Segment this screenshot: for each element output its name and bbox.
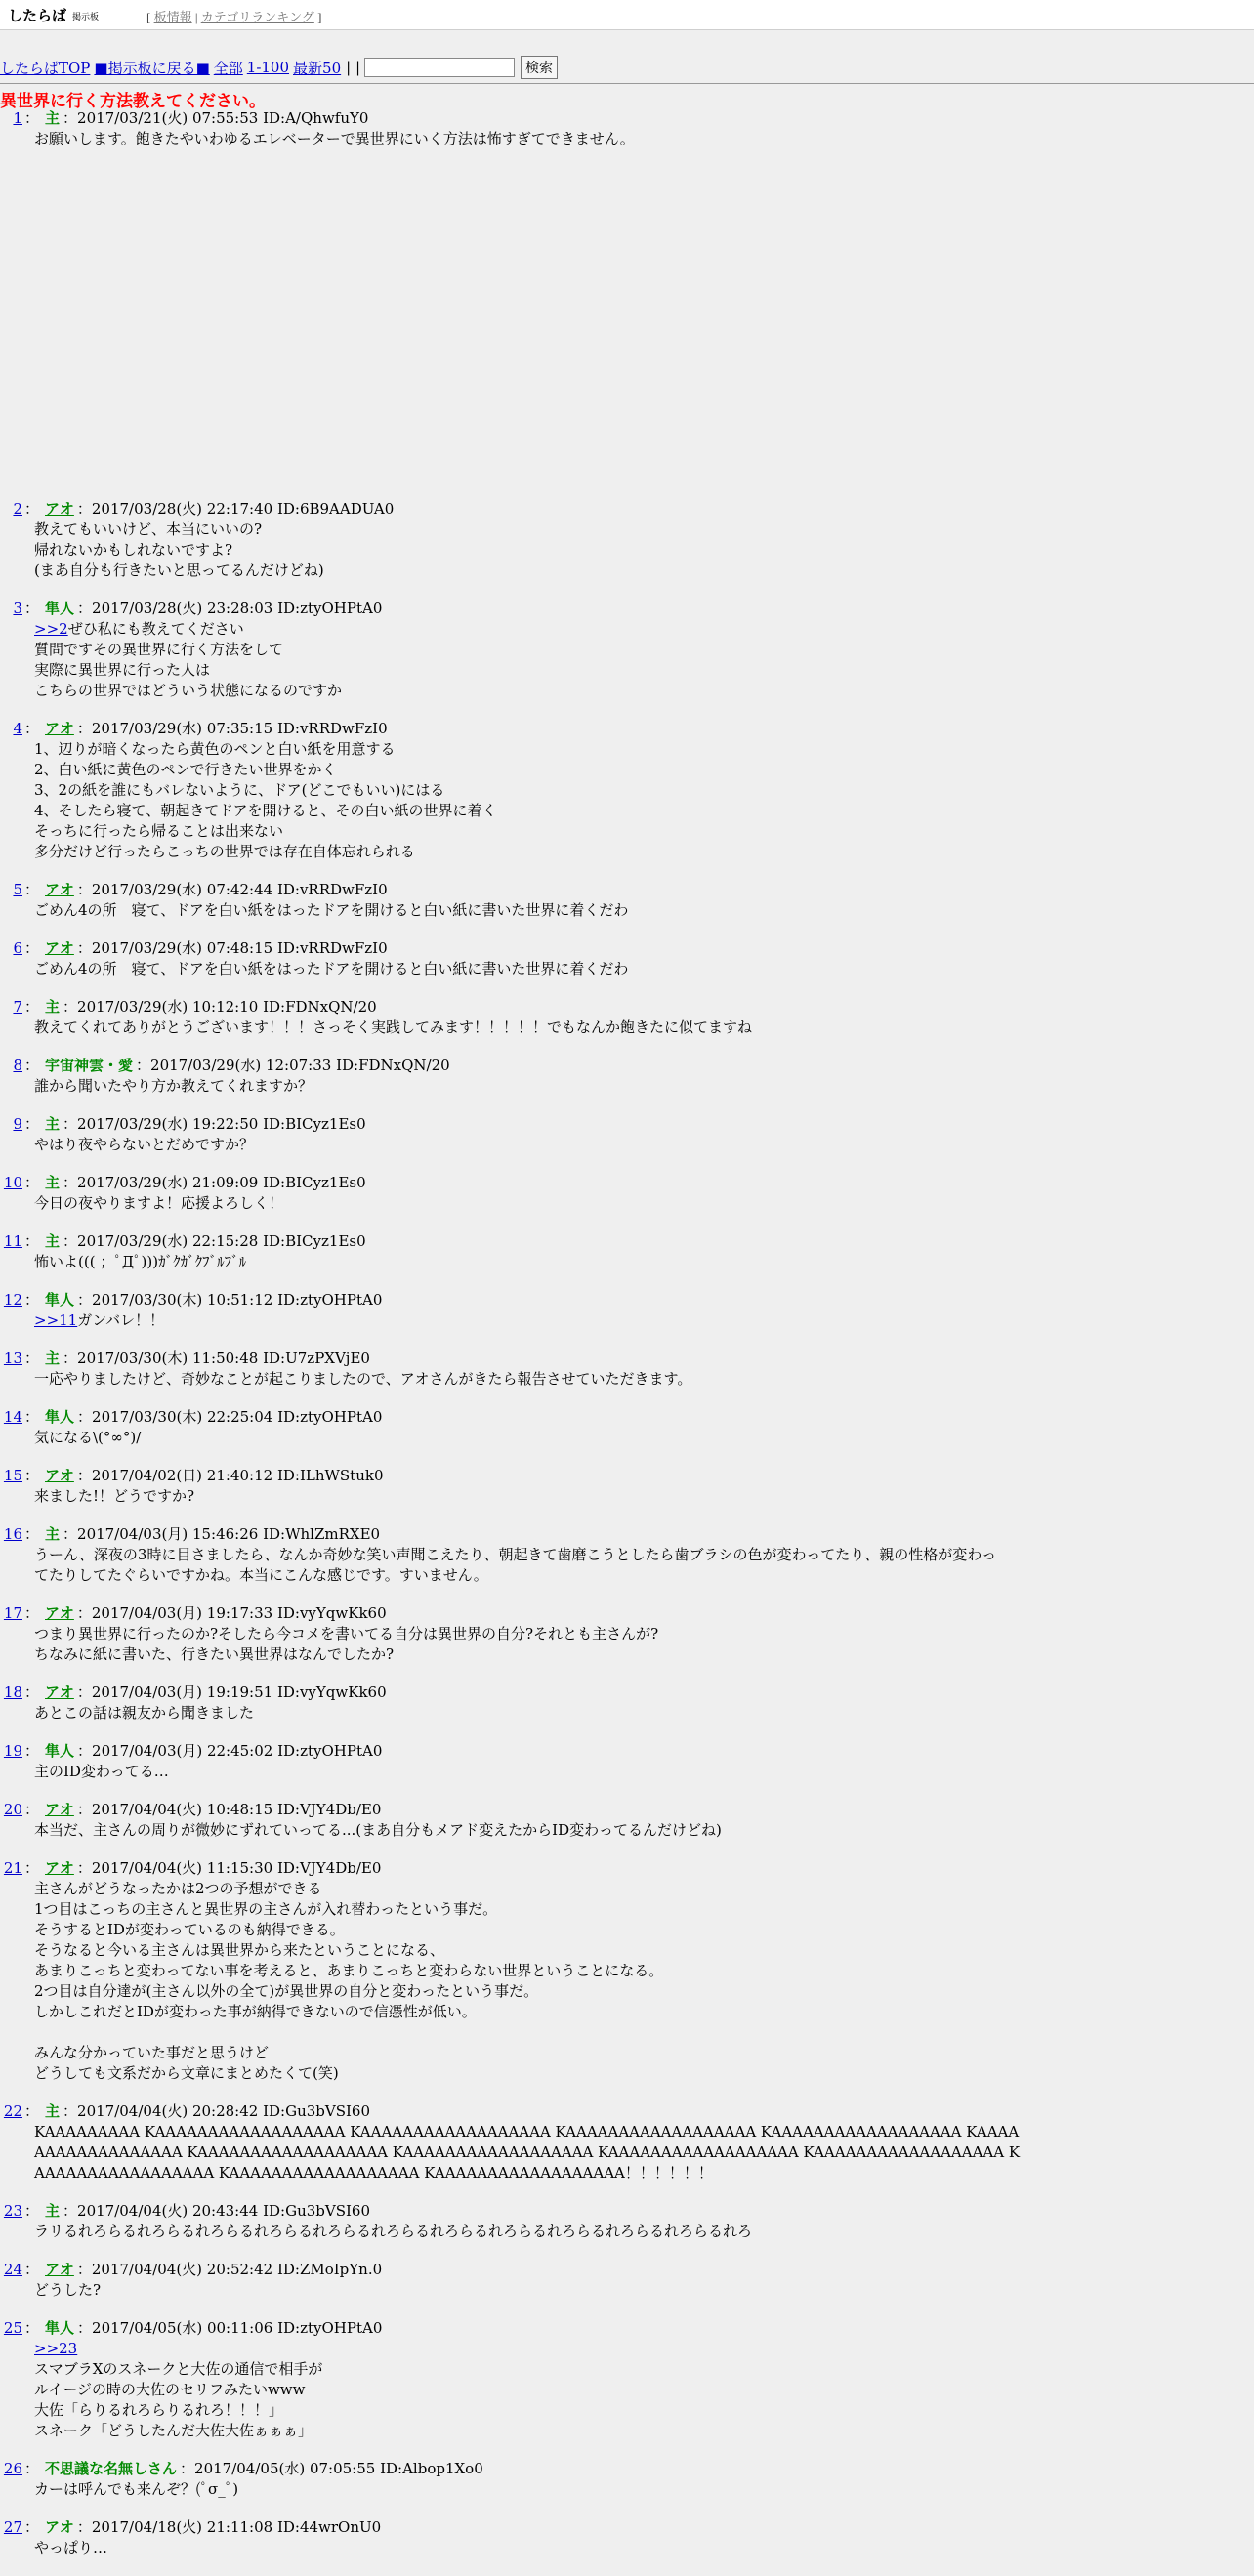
poster-name[interactable]: アオ [45,1604,74,1622]
poster-name: 隼人 [45,2319,75,2337]
post-body: あとこの話は親友から聞きました [34,1704,255,1722]
post-number-link[interactable]: 23 [3,2202,22,2220]
post-colon: ： [24,1408,40,1426]
post-colon: ： [24,109,40,127]
post-number-link[interactable]: 18 [3,1683,22,1701]
post-number-link[interactable]: 8 [13,1057,22,1074]
poster-name[interactable]: アオ [45,2261,74,2278]
post-header [0,1231,1254,1252]
reply-anchor-link[interactable]: >>2 [34,620,68,638]
post-meta: ：2017/04/04(火) 20:43:44 ID:Gu3bVSI60 [63,2202,371,2220]
post-meta: ：2017/04/03(月) 19:17:33 ID:vyYqwKk60 [76,1604,387,1622]
post-header [0,1603,1254,1624]
post-meta: ：2017/03/29(水) 22:15:28 ID:BICyz1Es0 [63,1232,366,1250]
divider [0,83,1254,84]
post-body: >>2ぜひ私にも教えてください 質問ですその異世界に行く方法をして 実際に異世界に行った人は こちらの世界ではどういう状態になるのですか [34,620,343,699]
post-body: ごめん4の所 寝て、ドアを白い紙をはったドアを開けると白い紙に書いた世界に着くだわ [34,901,629,919]
post-colon: ： [24,2261,40,2278]
post [0,1056,1254,1097]
category-ranking-link[interactable]: カテゴリランキング [200,10,314,24]
post [0,1603,1254,1665]
post [0,1349,1254,1390]
post [0,1524,1254,1586]
thread-nav [0,55,558,80]
poster-name: 主 [45,998,61,1016]
post-number-link[interactable]: 11 [3,1232,22,1250]
post-meta: ：2017/04/04(火) 20:28:42 ID:Gu3bVSI60 [63,2102,371,2120]
post-colon: ： [24,2202,40,2220]
post-meta: ：2017/03/29(水) 07:42:44 ID:vRRDwFzI0 [76,881,388,898]
post-header [0,1173,1254,1193]
all-posts-link[interactable]: 全部 [213,59,243,77]
search-input[interactable] [364,58,515,77]
post-body: 気になる\(°∞°)/ [34,1429,142,1446]
post-number-link[interactable]: 17 [3,1604,22,1622]
post-number-link[interactable]: 5 [13,881,22,898]
post-number-link[interactable]: 20 [3,1801,22,1818]
nav-separator: | | [346,59,361,76]
post-colon: ： [24,2102,40,2120]
poster-name[interactable]: アオ [45,939,74,957]
post [0,1683,1254,1724]
post [0,2201,1254,2242]
post-colon: ： [24,1683,40,1701]
post-number-link[interactable]: 14 [3,1408,22,1426]
post [0,997,1254,1038]
poster-name[interactable]: アオ [45,1801,74,1818]
post-meta: ：2017/03/28(火) 23:28:03 ID:ztyOHPtA0 [77,600,383,617]
poster-name: 主 [45,1525,61,1543]
post-colon: ： [24,1350,40,1367]
post-colon: ： [24,1057,40,1074]
post [0,2517,1254,2558]
post-meta: ：2017/04/05(水) 07:05:55 ID:Albop1Xo0 [180,2460,483,2477]
post-header [0,1290,1254,1310]
post [0,1800,1254,1841]
post-meta: ：2017/04/05(水) 00:11:06 ID:ztyOHPtA0 [77,2319,383,2337]
poster-name: 隼人 [45,600,75,617]
post-header [0,2101,1254,2122]
post-body: 主のID変わってる… [34,1763,169,1780]
post-body: 本当だ、主さんの周りが微妙にずれていってる...(まあ自分もメアド変えたからID変わってるんだけどね) [34,1821,722,1839]
post-body: 教えてくれてありがとうございます！！！さっそく実践してみます！！！！！でもなんか飽きたに似てますね [34,1018,753,1036]
post-header [0,1858,1254,1879]
reply-anchor-link[interactable]: >>11 [34,1311,78,1329]
poster-name: 隼人 [45,1291,75,1309]
post-number-link[interactable]: 16 [3,1525,22,1543]
post [0,1858,1254,2084]
post-header [0,499,1254,519]
post-body: やはり夜やらないとだめですか？ [34,1136,255,1153]
poster-name[interactable]: アオ [45,1859,74,1877]
post-body: >>23 スマブラXのスネークと大佐の通信で相手が ルイージの時の大佐のセリフみたいwww 大佐「らりるれろらりるれろ！！！」 スネーク「どうしたんだ大佐大佐ぁぁぁ」 [34,2340,323,2439]
post-body: 来ました!！どうですか? [34,1487,195,1505]
post-colon: ： [24,1291,40,1309]
post-header [0,1800,1254,1820]
post-body: うーん、深夜の3時に目さましたら、なんか奇妙な笑い声聞こえたり、朝起きて歯磨こうとしたら歯ブラシの色が変わってたり、親の性格が変わっ てたりしてたぐらいですかね。本当にこんな感じです。すいません。 [34,1546,997,1584]
post-header [0,1524,1254,1545]
post-header [0,997,1254,1018]
post-header [0,1466,1254,1486]
poster-name: 主 [45,2102,61,2120]
post-number-link[interactable]: 25 [3,2319,22,2337]
svg-text:掲示板: 掲示板 [72,13,100,22]
post-meta: ：2017/03/28(火) 22:17:40 ID:6B9AADUA0 [76,500,395,518]
poster-name: 宇宙神雲・愛 [45,1057,134,1074]
post-meta: ：2017/03/21(火) 07:55:53 ID:A/QhwfuY0 [63,109,369,127]
post-meta: ：2017/04/04(火) 11:15:30 ID:VJY4Db/E0 [76,1859,382,1877]
poster-name: 主 [45,1232,61,1250]
post-number-link[interactable]: 19 [3,1742,22,1760]
thread-title: 異世界に行く方法教えてください。 [0,92,266,111]
post [0,108,1254,149]
post [0,2459,1254,2500]
post-body: 誰から聞いたやり方か教えてくれますか？ [34,1077,314,1095]
post [0,938,1254,979]
post-body: >>11ガンバレ！！ [34,1311,165,1329]
post [0,1173,1254,1214]
post-colon: ： [24,1604,40,1622]
post-body: やっぱり… [34,2539,108,2556]
poster-name[interactable]: アオ [45,1467,74,1484]
latest-50-link[interactable]: 最新50 [293,59,342,77]
post-body: 今日の夜やりますよ！応援よろしく！ [34,1194,284,1212]
post-colon: ： [24,1801,40,1818]
post-body: 1、辺りが暗くなったら黄色のペンと白い紙を用意する 2、白い紙に黄色のペンで行きたい世界をかく 3、2の紙を誰にもバレないように、ドア(どこでもいい)にはる 4、そしたら寝て、朝起きてドアを開けると、その白い紙の世界に着く そっちに行ったら帰ることは出来ない 多分だけど行ったらこっちの世界では存在自体忘れられる [34,740,497,860]
post-meta: ：2017/04/03(月) 19:19:51 ID:vyYqwKk60 [76,1683,387,1701]
post [0,2318,1254,2441]
post-meta: ：2017/04/18(火) 21:11:08 ID:44wrOnU0 [76,2518,382,2536]
post-number-link[interactable]: 3 [13,600,22,617]
post-colon: ： [24,720,40,737]
post [0,599,1254,701]
poster-name: 主 [45,109,61,127]
poster-name: 主 [45,1174,61,1191]
post-body: 教えてもいいけど、本当にいいの? 帰れないかもしれないですよ? (まあ自分も行きたいと思ってるんだけどね) [34,520,324,579]
svg-text:したらば: したらば [8,7,67,23]
logo-image [8,6,113,23]
post-body: KAAAAAAAAA KAAAAAAAAAAAAAAAAAA KAAAAAAAAAAAAAAAAAA KAAAAAAAAAAAAAAAAAA KAAAAAAAAAAAAAAAAAA KAAAA AAAAAAAAAAAAAA KAAAAAAAAAAAAAAAAAA KAAAAAAAAAAAAAAAAAA KAAAAAAAAAAAAAAAAAA KAAAAAAAAAAAAAAAAAA K AAAAAAAAAAAAAAAAA KAAAAAAAAAAAAAAAAAA KAAAAAAAAAAAAAAAAAA！！！！！！ [34,2123,1021,2181]
post-body: ごめん4の所 寝て、ドアを白い紙をはったドアを開けると白い紙に書いた世界に着くだわ [34,960,629,977]
post-header [0,1407,1254,1428]
post [0,1231,1254,1272]
poster-name: アオ [45,2518,74,2536]
poster-name[interactable]: アオ [45,500,74,518]
post-body: どうした? [34,2281,102,2299]
poster-name[interactable]: アオ [45,1683,74,1701]
post-header [0,719,1254,739]
post-header [0,2459,1254,2479]
search-button[interactable]: 検索 [521,56,558,79]
post-meta: ：2017/03/29(水) 10:12:10 ID:FDNxQN/20 [63,998,377,1016]
post-header [0,1056,1254,1076]
post-header [0,1683,1254,1703]
post-header [0,108,1254,129]
post-colon: ： [24,1742,40,1760]
post [0,2101,1254,2183]
post-number-link[interactable]: 6 [13,939,22,957]
post [0,1741,1254,1782]
post-colon: ： [24,2319,40,2337]
post [0,1407,1254,1448]
post-header [0,599,1254,619]
post-body: 怖いよ((( ；ﾟДﾟ)))ｶﾞｸｶﾞｸﾌﾞﾙﾌﾞﾙ [34,1253,247,1270]
post-colon: ： [24,998,40,1016]
post-meta: ：2017/03/29(水) 21:09:09 ID:BICyz1Es0 [63,1174,366,1191]
post-meta: ：2017/03/29(水) 07:48:15 ID:vRRDwFzI0 [76,939,388,957]
post-meta: ：2017/03/30(木) 22:25:04 ID:ztyOHPtA0 [77,1408,383,1426]
poster-name: 主 [45,1350,61,1367]
post-colon: ： [24,1859,40,1877]
poster-name[interactable]: アオ [45,881,74,898]
post-header [0,2201,1254,2222]
post-header [0,938,1254,959]
post-header [0,880,1254,900]
poster-name: 不思議な名無しさん [45,2460,178,2477]
post-colon: ： [24,2460,40,2477]
post-number-link[interactable]: 24 [3,2261,22,2278]
post-meta: ：2017/04/03(月) 22:45:02 ID:ztyOHPtA0 [77,1742,383,1760]
post-number-link[interactable]: 15 [3,1467,22,1484]
post-colon: ： [24,500,40,518]
post-meta: ：2017/03/30(木) 11:50:48 ID:U7zPXVjE0 [63,1350,370,1367]
post-colon: ： [24,939,40,957]
post-meta: ：2017/03/30(木) 10:51:12 ID:ztyOHPtA0 [77,1291,383,1309]
post-colon: ： [24,2518,40,2536]
post [0,1114,1254,1155]
reply-anchor-link[interactable]: >>23 [34,2340,78,2357]
post-number-link[interactable]: 27 [3,2518,22,2536]
post-header [0,1114,1254,1135]
post-body: カーは呼んでも来んぞ？(ﾟσ_ﾟ) [34,2480,239,2498]
post [0,1290,1254,1331]
post-body: 主さんがどうなったかは2つの予想ができる 1つ目はこっちの主さんと異世界の主さんが入れ替わったという事だ。 そうするとIDが変わっているのも納得できる。 そうなると今いる主さんは異世界から来たということになる、 あまりこっちと変わってない事を考えると、あまりこっちと変わらない世界ということになる。 2つ目は自分達が(主さん以外の全て)が異世界の自分と変わったという事だ。 しかしこれだとIDが変わった事が納得できないので信憑性が低い。 みんな分かっていた事だと思うけど どうしても文系だから文章にまとめたくて(笑) [34,1880,664,2082]
post-colon: ： [24,1467,40,1484]
post-number-link[interactable]: 10 [3,1174,22,1191]
post [0,880,1254,921]
post-colon: ： [24,1525,40,1543]
post-body: 一応やりましたけど、奇妙なことが起こりましたので、アオさんがきたら報告させていただきます。 [34,1370,692,1388]
board-info-link[interactable]: 板情報 [153,10,192,24]
shitaraba-logo[interactable] [8,6,113,23]
post-header [0,2318,1254,2339]
back-to-board-link[interactable]: ■掲示板に戻る■ [94,59,210,77]
post-number-link[interactable]: 9 [13,1115,22,1133]
post-meta: ：2017/04/02(日) 21:40:12 ID:ILhWStuk0 [76,1467,384,1484]
posts-1-100-link[interactable]: 1-100 [246,59,290,76]
post-header [0,2260,1254,2280]
post-number-link[interactable]: 12 [3,1291,22,1309]
post-number-link[interactable]: 2 [13,500,22,518]
poster-name: 隼人 [45,1742,75,1760]
post-number-link[interactable]: 13 [3,1350,22,1367]
post [0,499,1254,581]
post-number-link[interactable]: 26 [3,2460,22,2477]
post-number-link[interactable]: 1 [13,109,22,127]
post-header [0,1349,1254,1369]
post-header [0,1741,1254,1762]
post [0,1466,1254,1507]
post-colon: ： [24,600,40,617]
post-colon: ： [24,1115,40,1133]
poster-name: 隼人 [45,1408,75,1426]
poster-name[interactable]: アオ [45,720,74,737]
post-meta: ：2017/04/03(月) 15:46:26 ID:WhlZmRXE0 [63,1525,381,1543]
shitaraba-top-link[interactable]: したらばTOP [0,59,91,77]
poster-name: 主 [45,2202,61,2220]
header-links: [ 板情報 | カテゴリランキング ] [146,10,322,24]
top-header [0,0,1254,30]
poster-name: 主 [45,1115,61,1133]
post-number-link[interactable]: 21 [3,1859,22,1877]
post-meta: ：2017/03/29(水) 12:07:33 ID:FDNxQN/20 [136,1057,450,1074]
post [0,2260,1254,2301]
post-number-link[interactable]: 7 [13,998,22,1016]
post-number-link[interactable]: 22 [3,2102,22,2120]
post-number-link[interactable]: 4 [13,720,22,737]
post [0,719,1254,862]
post-colon: ： [24,881,40,898]
post-colon: ： [24,1232,40,1250]
post-body: お願いします。飽きたやいわゆるエレベーターで異世界にいく方法は怖すぎてできません。 [34,130,635,147]
post-meta: ：2017/03/29(水) 19:22:50 ID:BICyz1Es0 [63,1115,366,1133]
post-colon: ： [24,1174,40,1191]
post-header [0,2517,1254,2538]
post-list [0,108,1254,2576]
post-meta: ：2017/03/29(水) 07:35:15 ID:vRRDwFzI0 [76,720,388,737]
post-meta: ：2017/04/04(火) 20:52:42 ID:ZMoIpYn.0 [76,2261,383,2278]
post-body: つまり異世界に行ったのか?そしたら今コメを書いてる自分は異世界の自分?それとも主さんが? ちなみに紙に書いた、行きたい異世界はなんでしたか? [34,1625,659,1663]
post-meta: ：2017/04/04(火) 10:48:15 ID:VJY4Db/E0 [76,1801,382,1818]
post-body: ラリるれろらるれろらるれろらるれろらるれろらるれろらるれろらるれろらるれろらるれろらるれろらるれろ [34,2223,753,2240]
